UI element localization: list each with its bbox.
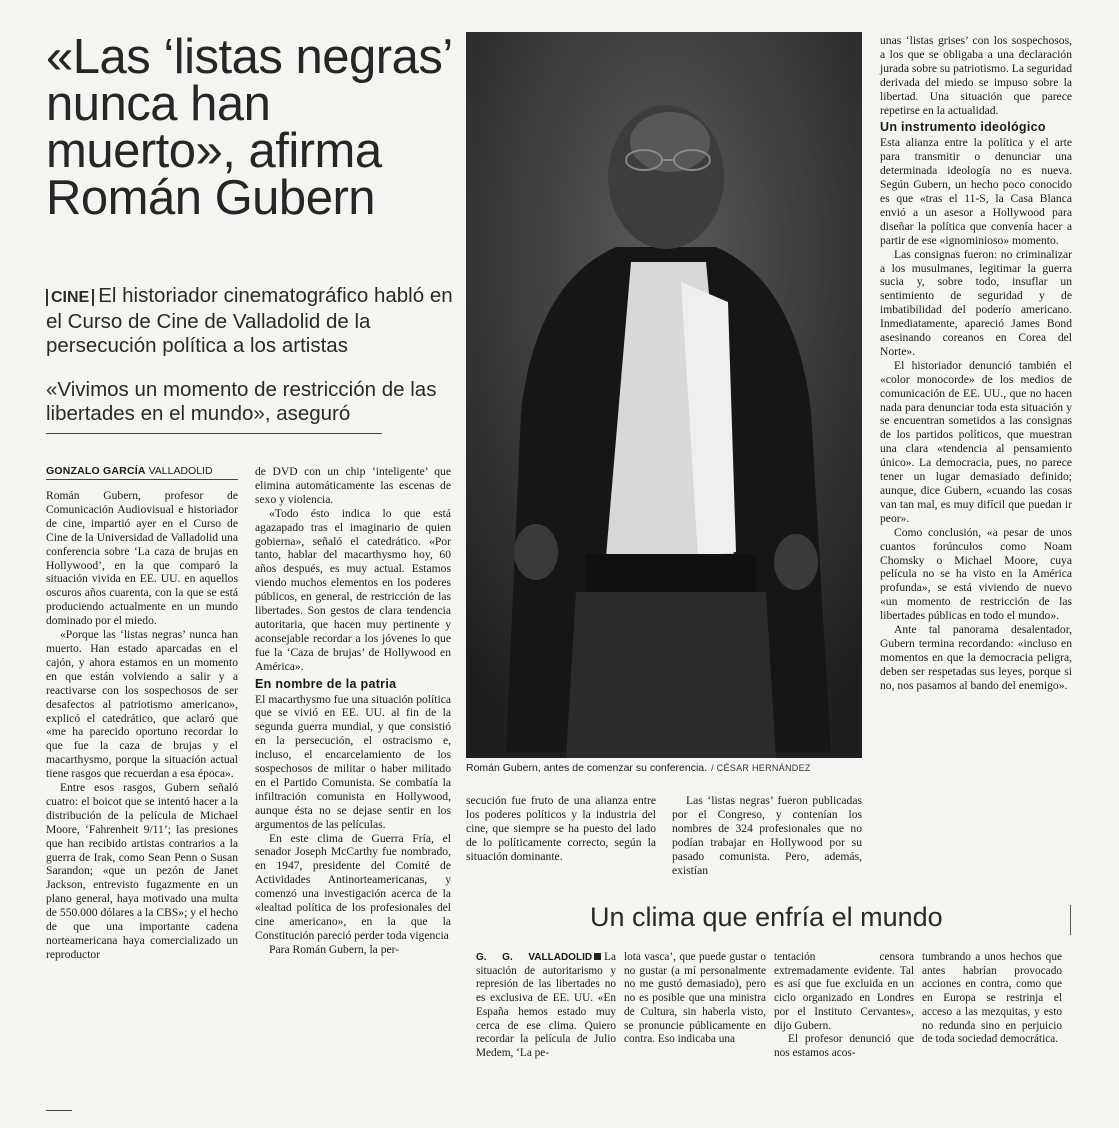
- paragraph: Como conclusión, «a pesar de unos cuantos forúnculos como Noam Chomsky o Michael Moore, cuya película no se ha visto en la América profunda», se está viviendo de nuevo «un momento de restricción de las libertades públicas en todo el mundo».: [880, 525, 1072, 623]
- photo-credit: / CÉSAR HERNÁNDEZ: [711, 763, 811, 773]
- paragraph: Entre esos rasgos, Gubern señaló cuatro: el boicot que se intentó hacer a la distribución de la película de Michael Moore, ‘Fahrenheit 9/11’; las presiones que han recibido artistas contrarios a la guerra de Irak, como Sean Penn o Susan Sarandon; «que un pezón de Janet Jackson, entrevisto fugazmente en un plano general, haya motivado una multa de 550.000 dólares a la CBS»; y el hecho de que una importante cadena norteamericana haya comercializado un reproductor: [46, 781, 238, 961]
- paragraph: unas ‘listas grises’ con los sospechosos, a los que se obligaba a una declaración jurada sobre su patriotismo. La seguridad derivada del miedo se impuso sobre la libertad. Una situación que parece repetirse en la actualidad.: [880, 34, 1072, 117]
- byline-place: VALLADOLID: [148, 465, 213, 477]
- sidebar-title: Un clima que enfría el mundo: [590, 902, 943, 932]
- paragraph: «Porque las ‘listas negras’ nunca han muerto. Han estado aparcadas en el cajón, y ahora estamos en un momento en que están volviendo a salir y a reactivarse con los sospechosos de ser desafectos al patriotismo americano», explicó el catedrático, que aclaró que «me ha parecido oportuno recordar lo que fue la caza de brujas y el macarthysmo, porque la situación actual tiene rasgos que recuerdan a esa época».: [46, 628, 238, 781]
- article-column-1: [46, 489, 238, 962]
- paragraph: tentación censora extremadamente evidente. Tal es así que fue excluida en un ciclo organizado en Londres por el Instituto Cervantes», dijo Gubern.: [774, 951, 914, 1032]
- paragraph: «Todo ésto indica lo que está agazapado tras el imaginario de quien gobierna», señaló el catedrático. «Por tanto, hablar del macarthysmo hoy, 60 años después, es muy actual. Estamos viendo muchos elementos en los poderes públicos, en general, de restricción de las libertades. Son gestos de clara tendencia autoritaria, que hacen muy pertinente y aconsejable recordar a los jóvenes lo que fue la ‘Caza de brujas’ de Hollywood en América».: [255, 506, 451, 673]
- caption-text: Román Gubern, antes de comenzar su conferencia.: [466, 762, 708, 774]
- paragraph: Esta alianza entre la política y el arte para transmitir o denunciar una determinada ideología no es nueva. Según Gubern, un hecho poco conocido es que «tras el 11-S, la Casa Blanca envió a un asesor a Hollywood para diseñar la política que convenía hacer a partir de ese «ignominioso» momento.: [880, 136, 1072, 247]
- portrait-photo: [466, 32, 862, 758]
- paragraph: tumbrando a unos hechos que antes habrían provocado acciones en contra, como que en Europa se restrinja el acceso a las mezquitas, y esto no redunda sino en perjuicio de toda sociedad democrática.: [922, 951, 1062, 1046]
- footer-rule: [46, 1110, 72, 1111]
- article-column-4: [672, 794, 862, 877]
- paragraph: Ante tal panorama desalentador, Gubern termina recordando: «incluso en momentos en que la democracia peligra, deben ser respetadas sus leyes, porque si no, nos pasamos al bando del enemigo».: [880, 623, 1072, 692]
- headline: «Las ‘listas negras’ nunca han muerto», afirma Román Gubern: [46, 30, 451, 225]
- paragraph: El historiador denunció también el «color monocorde» de los medios de comunicación de EE. UU., que no hacen nada para denunciar toda esta situación y se encuentran sometidos a las consignas de los partidos políticos, que muestran una clara «tendencia al pensamiento único». La democracia, pues, no parece tener un lugar demasiado definido; aunque, dice Gubern, «cuando las cosas van tan mal, es muy difícil que puedan ir peor».: [880, 358, 1072, 525]
- paragraph: lota vasca’, que puede gustar o no gustar (a mí personalmente no me gustó demasiado), pero no es posible que una ministra de Cultura, sin haberla visto, se pronuncie públicamente en contra. Eso indicaba una: [624, 951, 766, 1046]
- paragraph: [476, 951, 616, 1061]
- portrait-illustration: [466, 32, 862, 758]
- sidebar-column-3: [774, 951, 914, 1061]
- article-column-3: [466, 794, 656, 864]
- section-subhead: Un instrumento ideológico: [880, 120, 1046, 135]
- sidebar-column-2: [624, 951, 766, 1047]
- pull-quote-rule: [46, 433, 382, 434]
- paragraph: Las consignas fueron: no criminalizar a los musulmanes, legitimar la guerra sucia y, sobre todo, insuflar un sentimiento de seguridad y de imbatibilidad del poderío americano. Inmediatamente, apareció James Bond asesinando coreanos en Corea del Norte».: [880, 247, 1072, 358]
- paragraph: Las ‘listas negras’ fueron publicadas por el Congreso, y contenían los nombres de 324 profesionales que no podían trabajar en Hollywood por su pasado comunista. Pero, además, existían: [672, 794, 862, 877]
- article-column-5: [880, 34, 1072, 693]
- byline-rule: [46, 479, 238, 480]
- sidebar-column-1: [476, 951, 616, 1061]
- byline: [46, 465, 213, 477]
- sidebar-divider: [1070, 905, 1071, 935]
- paragraph: Román Gubern, profesor de Comunicación Audiovisual e historiador de cine, impartió ayer en el Curso de Cine de la Universidad de Valladolid una conferencia sobre ‘La caza de brujas en Hollywood’, en la que comparó la situación vivida en EE. UU. en aquellos oscuros años cuarenta, con la que se está produciendo actualmente en un mundo dominado por el miedo.: [46, 489, 238, 628]
- paragraph: secución fue fruto de una alianza entre los poderes políticos y la industria del cine, que siempre se ha puesto del lado de lo políticamente correcto, según la situación dominante.: [466, 794, 656, 863]
- paragraph: de DVD con un chip ‘inteligente’ que elimina automáticamente las escenas de sexo y violencia.: [255, 465, 451, 506]
- paragraph: El profesor denunció que nos estamos acos-: [774, 1033, 914, 1059]
- subheadline: [46, 284, 456, 358]
- paragraph: El macarthysmo fue una situación política que se vivió en EE. UU. al fin de la segunda guerra mundial, y que consistió en la persecución, el ostracismo e, incluso, el encarcelamiento de los sospechosos de militar o haber militado en el Partido Comunista. Se combatía la infiltración comunista en Hollywood, aunque ésta no se dejase sentir en los argumentos de las películas.: [255, 692, 451, 831]
- subheadline-text: El historiador cinematográfico habló en el Curso de Cine de Valladolid de la persecución política a los artistas: [46, 284, 453, 357]
- article-column-2: [255, 465, 451, 957]
- byline-square-icon: [594, 953, 601, 960]
- pull-quote: «Vivimos un momento de restricción de las libertades en el mundo», aseguró: [46, 378, 437, 425]
- section-tag: CINE: [46, 289, 94, 306]
- sidebar-column-4: [922, 951, 1062, 1047]
- sidebar-text: La situación de autoritarismo y represión de las libertades no es exclusiva de EE. UU. «En España hemos estado muy cerca de ese clima. Quiero recordar la película de Julio Medem, ‘La pe-: [476, 951, 616, 1059]
- paragraph: Para Román Gubern, la per-: [269, 942, 400, 956]
- paragraph: En este clima de Guerra Fría, el senador Joseph McCarthy fue nombrado, en 1947, presidente del Comité de Actividades Antinorteamericanas, y comenzó una investigación acerca de la «lealtad política de los profesionales del cine americano», en la que la Constitución pareció perder toda vigencia: [255, 831, 451, 942]
- section-subhead: En nombre de la patria: [255, 676, 397, 691]
- byline-author: GONZALO GARCÍA: [46, 465, 146, 477]
- photo-caption: [466, 762, 866, 774]
- sidebar-byline: G. G. VALLADOLID: [476, 952, 593, 963]
